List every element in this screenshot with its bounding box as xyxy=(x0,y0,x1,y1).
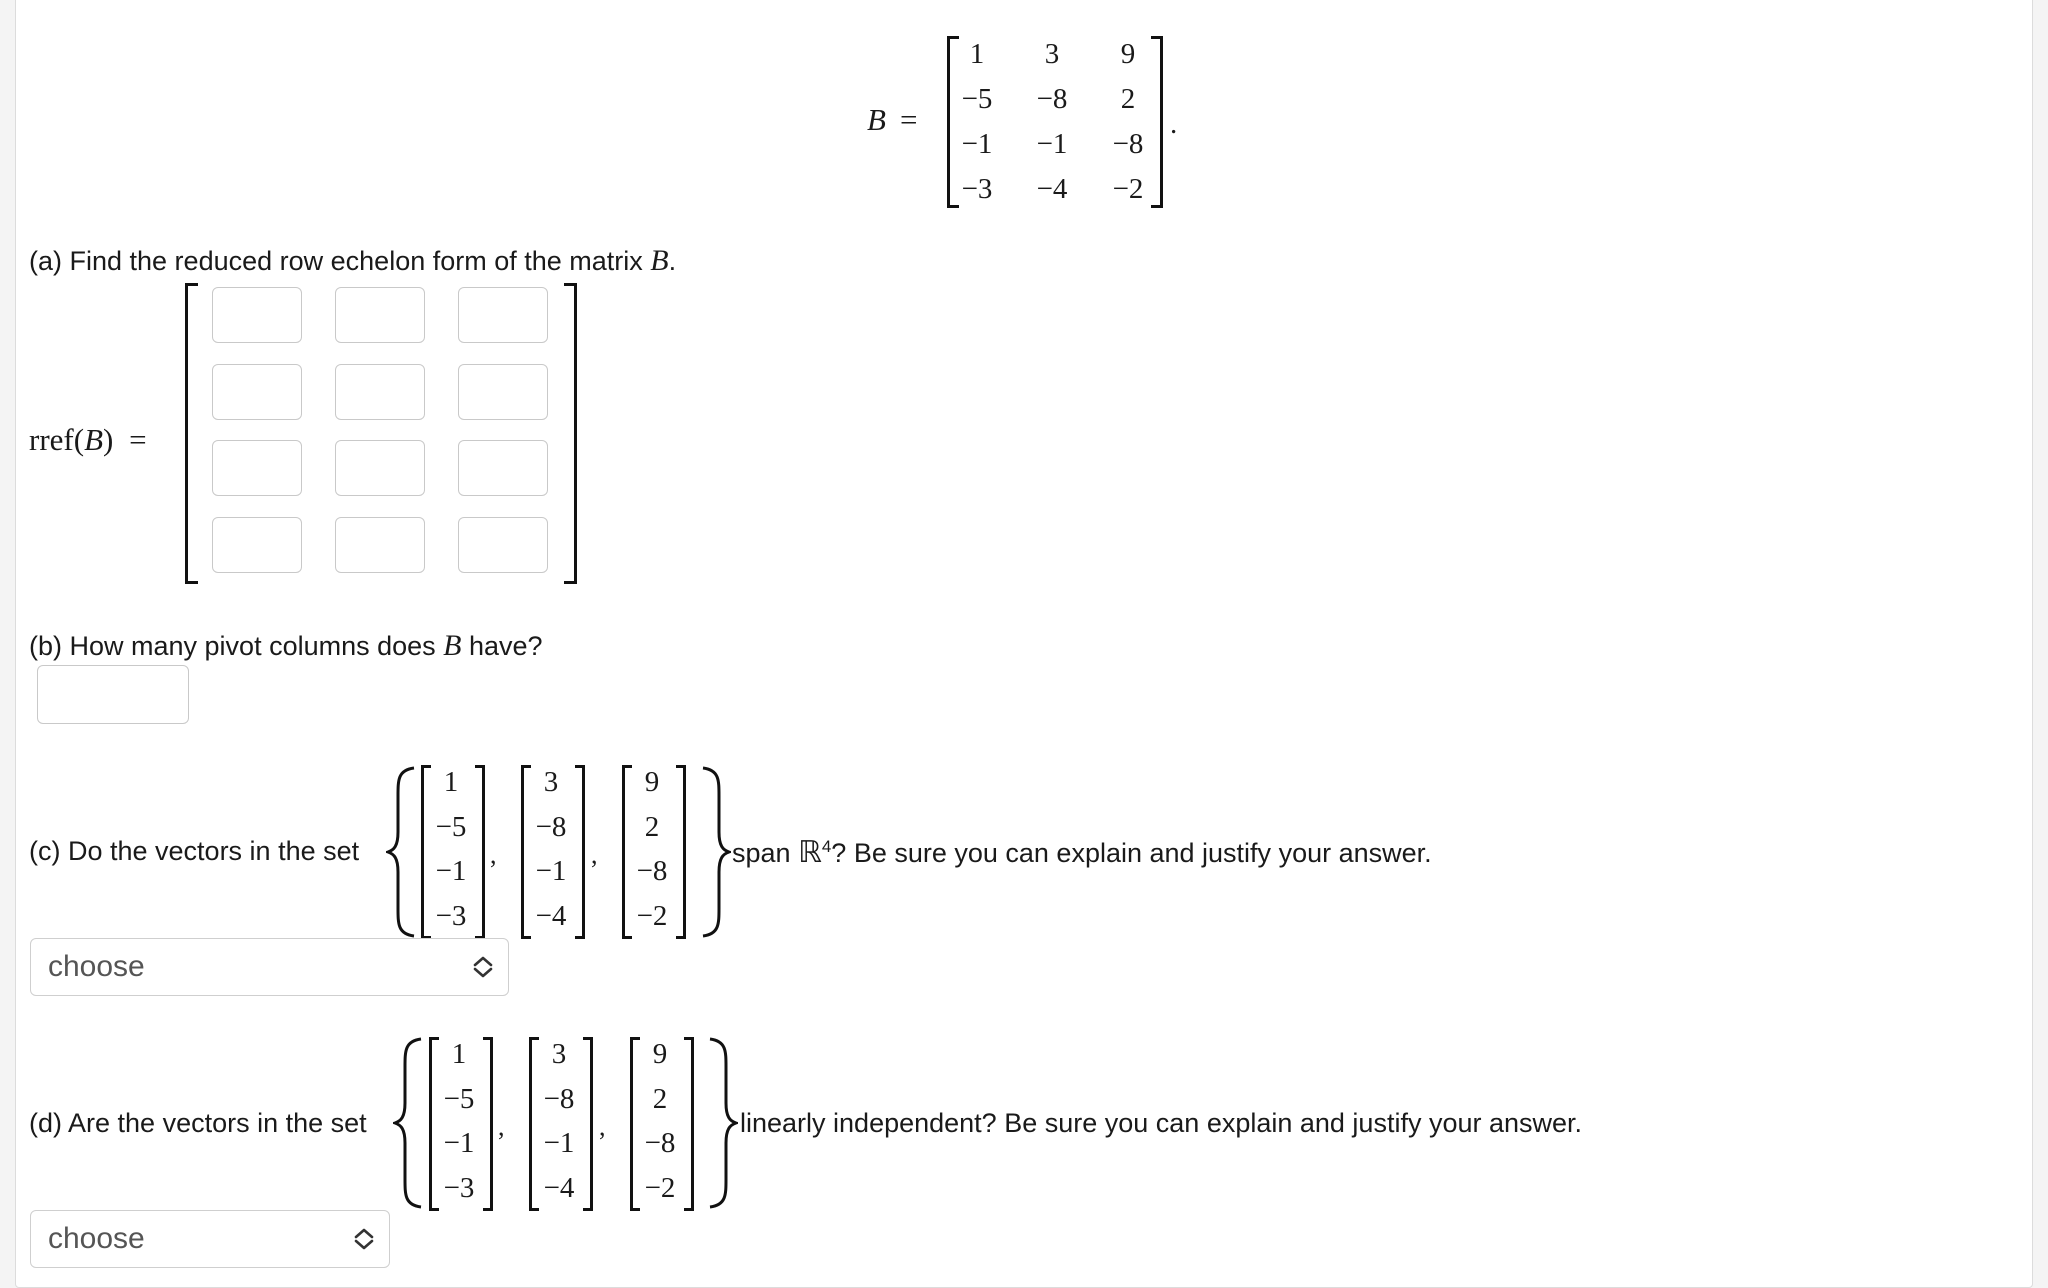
vector-c3-entry: 2 xyxy=(644,811,660,843)
vector-c1-entry: −3 xyxy=(435,900,467,932)
vector-d1-entry: 1 xyxy=(451,1038,467,1070)
rref-cell-r2c2[interactable] xyxy=(335,364,425,420)
matrix-b-entry: −4 xyxy=(1036,173,1068,205)
pivot-count-input[interactable] xyxy=(37,665,189,724)
set-close-brace-d xyxy=(706,1037,738,1209)
part-d-question-prefix: (d) Are the vectors in the set xyxy=(29,1108,367,1138)
matrix-b-entry: 2 xyxy=(1120,83,1136,115)
rref-cell-r2c3[interactable] xyxy=(458,364,548,420)
matrix-b-entry: 3 xyxy=(1044,38,1060,70)
set-separator: , xyxy=(498,1112,505,1141)
matrix-b-entry: 9 xyxy=(1120,38,1136,70)
set-open-brace-c xyxy=(386,766,418,938)
rref-cell-r1c3[interactable] xyxy=(458,287,548,343)
vector-c2-entry: −1 xyxy=(535,855,567,887)
vector-d2-entry: −4 xyxy=(543,1172,575,1204)
rref-cell-r1c2[interactable] xyxy=(335,287,425,343)
span-answer-value: choose xyxy=(48,950,145,983)
real-space-symbol: ℝ xyxy=(798,836,822,869)
real-space-exponent: 4 xyxy=(821,837,832,856)
independence-answer-select[interactable] xyxy=(30,1210,390,1268)
vector-c3-entry: −8 xyxy=(636,855,668,887)
matrix-name: B xyxy=(867,102,886,137)
chevron-updown-icon xyxy=(472,955,494,979)
vector-d3-entry: 2 xyxy=(652,1083,668,1115)
set-separator: , xyxy=(599,1112,606,1141)
set-close-brace-c xyxy=(699,766,731,938)
rref-cell-r4c2[interactable] xyxy=(335,517,425,573)
matrix-b-entry: 1 xyxy=(969,38,985,70)
vector-c3-entry: 9 xyxy=(644,766,660,798)
rref-label: rref(B) = xyxy=(29,422,147,457)
vector-d3-entry: −2 xyxy=(644,1172,676,1204)
vector-d2-entry: −1 xyxy=(543,1127,575,1159)
rref-cell-r3c3[interactable] xyxy=(458,440,548,496)
span-answer-select[interactable] xyxy=(30,938,509,996)
matrix-b-entry: −8 xyxy=(1112,128,1144,160)
vector-c1-entry: −1 xyxy=(435,855,467,887)
matrix-b-entry: −3 xyxy=(961,173,993,205)
part-d-question-suffix: linearly independent? Be sure you can explain and justify your answer. xyxy=(740,1108,1583,1138)
part-c-question-prefix: (c) Do the vectors in the set xyxy=(29,836,360,866)
vector-c2-entry: 3 xyxy=(543,766,559,798)
rref-cell-r4c3[interactable] xyxy=(458,517,548,573)
matrix-b-entry: −2 xyxy=(1112,173,1144,205)
part-b-question: (b) How many pivot columns does B have? xyxy=(29,629,543,662)
vector-c3-entry: −2 xyxy=(636,900,668,932)
rref-left-bracket xyxy=(185,283,198,584)
matrix-b-entry: −1 xyxy=(1036,128,1068,160)
set-open-brace-d xyxy=(393,1037,425,1209)
rref-right-bracket xyxy=(564,283,577,584)
vector-c2-entry: −4 xyxy=(535,900,567,932)
matrix-period: . xyxy=(1170,108,1178,140)
vector-d1-entry: −3 xyxy=(443,1172,475,1204)
rref-cell-r2c1[interactable] xyxy=(212,364,302,420)
matrix-b-entry: −8 xyxy=(1036,83,1068,115)
chevron-updown-icon xyxy=(353,1227,375,1251)
set-separator: , xyxy=(591,840,598,869)
independence-answer-value: choose xyxy=(48,1222,145,1255)
vector-d1-entry: −5 xyxy=(443,1083,475,1115)
matrix-b-entry: −5 xyxy=(961,83,993,115)
vector-d1-entry: −1 xyxy=(443,1127,475,1159)
rref-cell-r4c1[interactable] xyxy=(212,517,302,573)
vector-d2-entry: −8 xyxy=(543,1083,575,1115)
matrix-b-entry: −1 xyxy=(961,128,993,160)
vector-d3-entry: −8 xyxy=(644,1127,676,1159)
vector-c1-entry: −5 xyxy=(435,811,467,843)
rref-cell-r1c1[interactable] xyxy=(212,287,302,343)
vector-c1-entry: 1 xyxy=(443,766,459,798)
matrix-equals: = xyxy=(900,102,918,137)
set-separator: , xyxy=(490,840,497,869)
part-c-question-suffix: span ℝ$^4$? Be sure you can explain and justify your answer. xyxy=(732,836,1432,869)
vector-c2-entry: −8 xyxy=(535,811,567,843)
rref-cell-r3c2[interactable] xyxy=(335,440,425,496)
rref-cell-r3c1[interactable] xyxy=(212,440,302,496)
vector-d2-entry: 3 xyxy=(551,1038,567,1070)
vector-d3-entry: 9 xyxy=(652,1038,668,1070)
part-a-question: (a) Find the reduced row echelon form of the matrix B. xyxy=(29,244,677,277)
